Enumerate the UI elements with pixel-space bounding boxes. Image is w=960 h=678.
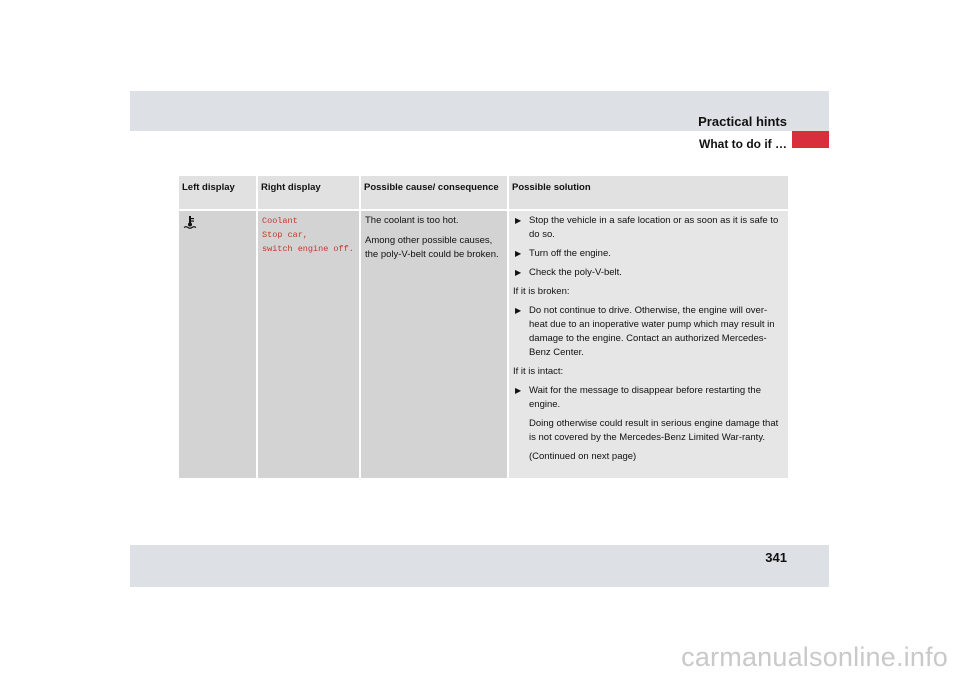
- column-header: Right display: [258, 176, 359, 209]
- message-table: [179, 176, 788, 478]
- solution-note: Doing otherwise could result in serious engine damage that is not covered by the Mercedes-Benz Limited War-ranty.: [529, 418, 779, 443]
- right-display-cell: [258, 211, 359, 478]
- bullet-arrow-icon: ▶: [515, 268, 522, 277]
- solution-step: ▶ Turn off the engine.: [515, 248, 611, 259]
- bullet-arrow-icon: ▶: [515, 216, 522, 225]
- display-message-line: Stop car,: [262, 230, 308, 240]
- column-header: Possible cause/ consequence: [361, 176, 507, 209]
- page-number: 341: [765, 550, 787, 565]
- cause-text: Among other possible causes, the poly-V-belt could be broken.: [365, 235, 499, 260]
- column-left-display: [179, 176, 256, 209]
- column-right-display: [258, 176, 359, 254]
- condition-label: If it is broken:: [513, 286, 570, 297]
- column-cause: [361, 176, 507, 260]
- solution-step: ▶ Wait for the message to disappear before restarting the engine.: [515, 385, 761, 410]
- solution-step: ▶ Do not continue to drive. Otherwise, the engine will over-heat due to an inoperative water pump which may result in damage to the engine. Contact an authorized Mercedes-Benz Center.: [515, 305, 775, 358]
- chapter-tab-marker: [792, 131, 829, 148]
- column-header: Possible solution: [509, 176, 788, 209]
- footer-band: [130, 545, 829, 587]
- continued-note: (Continued on next page): [529, 451, 637, 462]
- solution-step: ▶ Stop the vehicle in a safe location or as soon as it is safe to do so.: [515, 215, 779, 240]
- column-solution: [509, 176, 788, 462]
- bullet-arrow-icon: ▶: [515, 249, 522, 258]
- coolant-temperature-icon: [183, 215, 197, 229]
- cause-cell: [361, 211, 507, 478]
- bullet-arrow-icon: ▶: [515, 306, 522, 315]
- solution-cell: [509, 211, 788, 478]
- condition-label: If it is intact:: [513, 366, 564, 377]
- bullet-arrow-icon: ▶: [515, 386, 522, 395]
- display-message-line: switch engine off.: [262, 244, 354, 254]
- section-subtitle: What to do if …: [699, 137, 787, 151]
- left-display-cell: [179, 211, 256, 478]
- cause-text: The coolant is too hot.: [365, 215, 459, 226]
- section-title: Practical hints: [698, 114, 787, 129]
- watermark: carmanualsonline.info: [681, 642, 948, 672]
- column-header: Left display: [179, 176, 256, 209]
- display-message-line: Coolant: [262, 216, 298, 226]
- solution-step: ▶ Check the poly-V-belt.: [515, 267, 622, 278]
